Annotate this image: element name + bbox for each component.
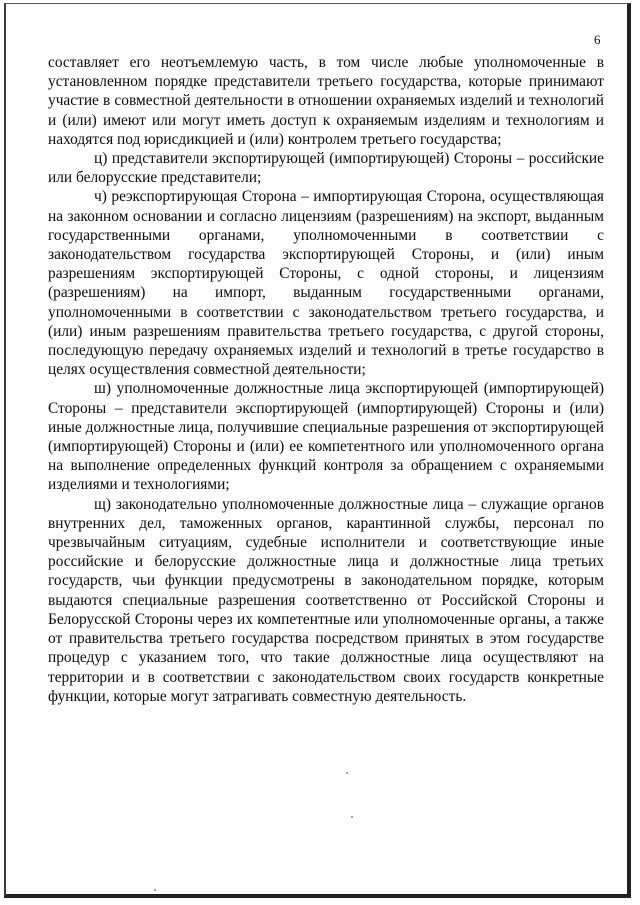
page-number: 6 <box>594 32 601 47</box>
scan-speck <box>154 889 156 891</box>
document-page <box>4 3 631 898</box>
scan-speck <box>346 772 348 774</box>
paragraph-item-shch: щ) законодательно уполномоченные должностные лица – служащие органов внутренних дел, таможенных органов, карантинной службы, персонал по чрезвычайным ситуациям, судебные исполнители и соответствующие иные российские и белорусские должностные лица и должностные лица третьих государств, чьи функции предусмотрены в законодательном порядке, которым выдаются специальные разрешения соответственно от Российской Стороны и Белорусской Стороны через их компетентные или уполномоченные органы, а также от правительства третьего государства посредством принятых в этом государстве процедур с указанием того, что такие должностные лица осуществляют на территории и в соответствии с законодательством своих государств конкретные функции, которые могут затрагивать совместную деятельность. <box>48 495 604 705</box>
paragraph-item-ch: ч) реэкспортирующая Сторона – импортирующая Сторона, осуществляющая на законном основании и согласно лицензиям (разрешениям) на экспорт, выданным государственными органами, уполномоченными в соответствии с законодательством государства экспортирующей Стороны, и (или) иным разрешениям экспортирующей Стороны, с одной стороны, и лицензиям (разрешениям) на импорт, выданным государственными органами, уполномоченными в соответствии с законодательством третьего государства, и (или) иным разрешениям правительства третьего государства, с другой стороны, последующую передачу охраняемых изделий и технологий в третье государство в целях осуществления совместной деятельности; <box>48 188 604 379</box>
paragraph-item-sh: ш) уполномоченные должностные лица экспортирующей (импортирующей) Стороны – представители экспортирующей (импортирующей) Стороны и (или) иные должностные лица, получившие специальные разрешения от экспортирующей (импортирующей) Стороны и (или) ее компетентного или уполномоченного органа на выполнение определенных функций контроля за обращением с охраняемыми изделиями и технологиями; <box>48 380 604 494</box>
scan-speck <box>351 816 353 818</box>
document-body <box>48 53 604 706</box>
paragraph-item-ts: ц) представители экспортирующей (импортирующей) Стороны – российские или белорусские представители; <box>48 150 604 187</box>
paragraph-continuation: составляет его неотъемлемую часть, в том числе любые уполномоченные в установленном порядке представители третьего государства, которые принимают участие в совместной деятельности в отношении охраняемых изделий и технологий и (или) имеют или могут иметь доступ к охраняемым изделиям и технологиям и находятся под юрисдикцией и (или) контролем третьего государства; <box>48 54 604 148</box>
